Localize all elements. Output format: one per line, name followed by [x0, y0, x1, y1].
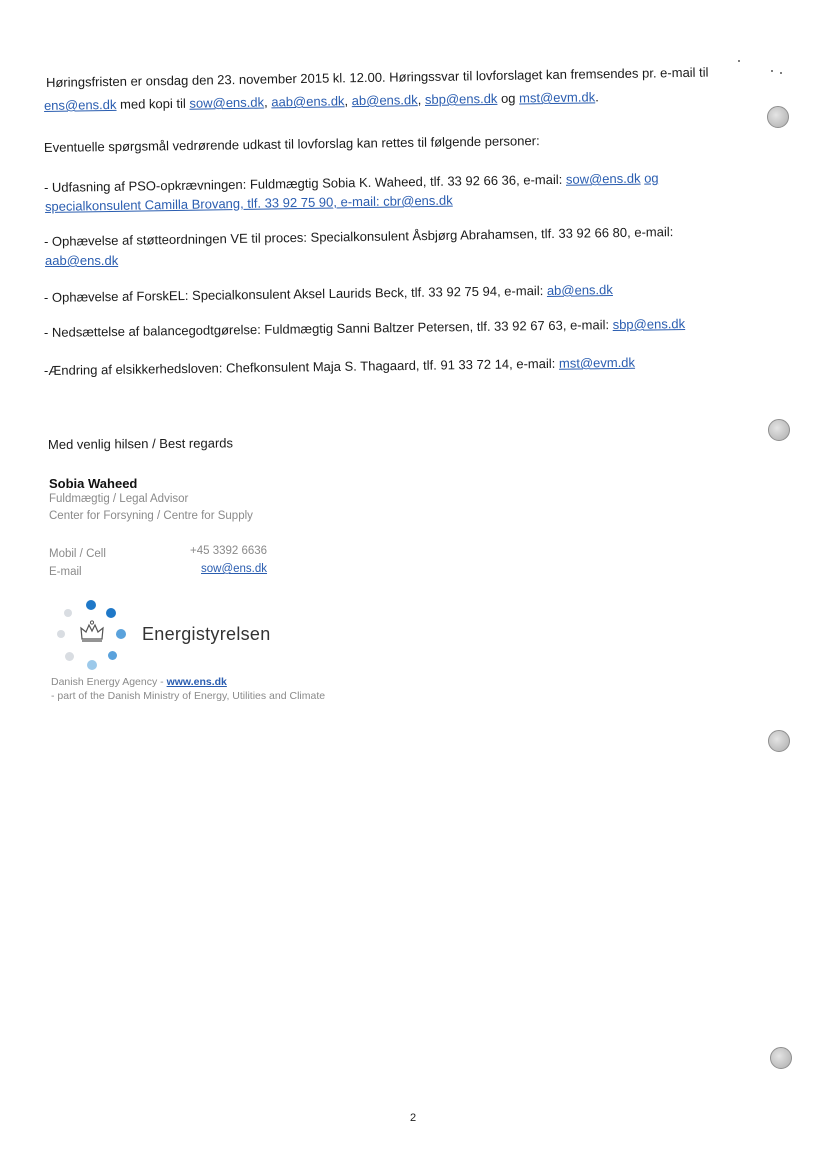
questions-intro: Eventuelle spørgsmål vedrørende udkast til lovforslag kan rettes til følgende personer: [43, 133, 540, 155]
contact-2-email[interactable]: aab@ens.dk [45, 253, 119, 268]
email-link-cc1[interactable]: sow@ens.dk [189, 94, 265, 111]
logo-dot-4 [57, 630, 65, 638]
deadline-text: Høringsfristen er onsdag den 23. november 2015 kl. 12.00. Høringssvar til lovforslaget kan fremsendes pr. e-mail til [45, 64, 709, 90]
signature-email-value[interactable]: sow@ens.dk [201, 563, 268, 575]
signature-name: Sobia Waheed [49, 476, 138, 491]
contact-1-line-2 [45, 193, 453, 215]
signature-department: Center for Forsyning / Centre for Supply [49, 510, 253, 522]
contact-2-line-1 [44, 224, 674, 250]
contact-3-email[interactable]: ab@ens.dk [546, 282, 613, 298]
logo-dot-8 [87, 660, 97, 670]
agency-url-link[interactable]: www.ens.dk [166, 676, 227, 688]
logo-dot-5 [116, 629, 126, 639]
ministry-line: - part of the Danish Ministry of Energy, Utilities and Climate [51, 690, 326, 702]
punch-hole-1 [767, 106, 789, 128]
logo-dot-6 [65, 652, 74, 661]
contact-1-og: og [644, 170, 659, 186]
deadline-line-1 [46, 65, 709, 91]
scan-speck [771, 70, 773, 72]
contact-5-email[interactable]: mst@evm.dk [558, 354, 636, 371]
punch-hole-2 [768, 419, 790, 441]
contact-1-text: - Udfasning af PSO-opkrævningen: Fuldmægtig Sobia K. Waheed, tlf. 33 92 66 36, e-mail: [43, 171, 563, 195]
scan-speck [780, 72, 782, 74]
contact-4-text: - Nedsættelse af balancegodtgørelse: Fuldmægtig Sanni Baltzer Petersen, tlf. 33 92 67 63, e-mail: [43, 317, 610, 340]
logo-dot-7 [108, 651, 117, 660]
agency-prefix: Danish Energy Agency - [51, 676, 164, 688]
crown-icon [79, 620, 105, 644]
deadline-end: . [595, 89, 599, 105]
energistyrelsen-logo [54, 596, 134, 676]
page-number: 2 [410, 1112, 417, 1124]
signature-mobile-label: Mobil / Cell [49, 548, 106, 560]
signature-email-label: E-mail [49, 566, 82, 578]
closing-greeting: Med venlig hilsen / Best regards [47, 435, 234, 452]
email-link-main[interactable]: ens@ens.dk [43, 96, 117, 113]
deadline-cc-text: med kopi til [119, 95, 186, 112]
logo-name: Energistyrelsen [142, 624, 271, 644]
logo-dot-3 [64, 609, 72, 617]
contact-2-line-2 [45, 253, 118, 269]
contact-5 [44, 355, 635, 379]
contact-4-email[interactable]: sbp@ens.dk [612, 316, 686, 333]
email-link-cc2[interactable]: aab@ens.dk [271, 93, 345, 110]
email-link-cc5[interactable]: mst@evm.dk [518, 89, 596, 106]
signature-title: Fuldmægtig / Legal Advisor [49, 493, 189, 505]
contact-1-continued[interactable]: specialkonsulent Camilla Brovang, tlf. 33 92 75 90, e-mail: cbr@ens.dk [44, 192, 453, 214]
scan-speck [738, 60, 740, 62]
email-link-cc3[interactable]: ab@ens.dk [351, 92, 418, 109]
contact-5-text: -Ændring af elsikkerhedsloven: Chefkonsulent Maja S. Thagaard, tlf. 91 33 72 14, e-mail: [43, 355, 556, 378]
contact-1-email[interactable]: sow@ens.dk [565, 170, 641, 187]
logo-dot-1 [86, 600, 96, 610]
contact-2-text: - Ophævelse af støtteordningen VE til proces: Specialkonsulent Åsbjørg Abrahamsen, tlf. 33 92 66 80, e-mail: [43, 224, 674, 249]
punch-hole-3 [768, 730, 790, 752]
agency-line [51, 676, 227, 688]
contact-1-line-1 [44, 170, 659, 196]
contact-3 [44, 282, 613, 306]
punch-hole-4 [770, 1047, 792, 1069]
contact-3-text: - Ophævelse af ForskEL: Specialkonsulent Aksel Laurids Beck, tlf. 33 92 75 94, e-mail: [43, 283, 544, 305]
signature-mobile-value: +45 3392 6636 [190, 545, 268, 557]
logo-dot-2 [106, 608, 116, 618]
deadline-line-2: ens@ens.dk med kopi til sow@ens.dk, aab@ens.dk, ab@ens.dk, sbp@ens.dk og mst@evm.dk. [43, 89, 599, 113]
contact-4 [44, 316, 685, 341]
deadline-og: og [500, 90, 516, 106]
email-link-cc4[interactable]: sbp@ens.dk [424, 90, 498, 108]
